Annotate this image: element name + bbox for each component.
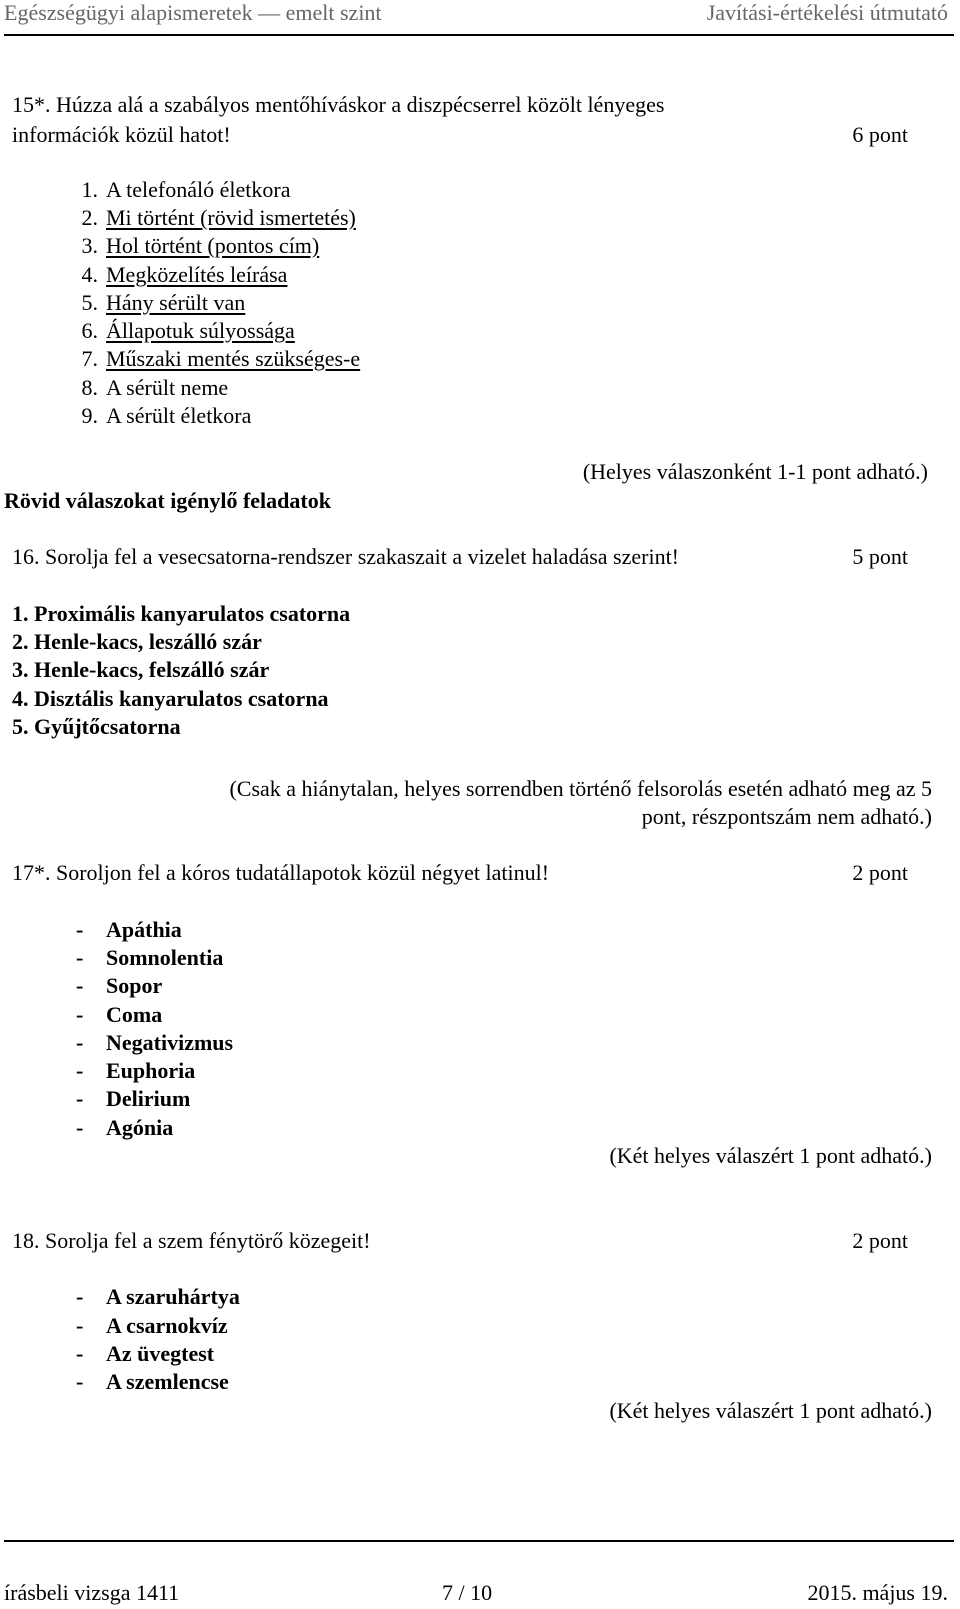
q17-question: 17*. Soroljon fel a kóros tudatállapotok közül négyet latinul! (12, 860, 550, 885)
q15-question-line1: 15*. Húzza alá a szabályos mentőhíváskor a diszpécserrel közölt lényeges (12, 92, 665, 117)
q17-points: 2 pont (852, 860, 908, 885)
list-item: - Somnolentia (76, 945, 224, 970)
section-title: Rövid válaszokat igénylő feladatok (4, 488, 331, 513)
list-item: 4. Disztális kanyarulatos csatorna (12, 686, 329, 711)
list-item: - Negativizmus (76, 1030, 234, 1055)
list-item: 5. Hány sérült van (81, 290, 246, 315)
q18-question: 18. Sorolja fel a szem fénytörő közegeit! (12, 1228, 371, 1253)
q16-points: 5 pont (852, 544, 908, 569)
q15-question-line2: információk közül hatot! (12, 122, 231, 147)
list-item: 1. A telefonáló életkora (81, 177, 291, 202)
q17-scoring-note: (Két helyes válaszért 1 pont adható.) (609, 1143, 932, 1168)
list-item: 1. Proximális kanyarulatos csatorna (12, 601, 351, 626)
list-item: - A csarnokvíz (76, 1313, 228, 1338)
list-item: - Apáthia (76, 917, 182, 942)
list-item: 9. A sérült életkora (81, 403, 252, 428)
footer-rule (4, 1540, 954, 1542)
list-item: 3. Hol történt (pontos cím) (81, 233, 320, 258)
q16-question: 16. Sorolja fel a vesecsatorna-rendszer szakaszait a vizelet haladása szerint! (12, 544, 680, 569)
list-item: - A szaruhártya (76, 1284, 240, 1309)
list-item: - Agónia (76, 1115, 174, 1140)
list-item: - Sopor (76, 973, 163, 998)
list-item: 3. Henle-kacs, felszálló szár (12, 657, 270, 682)
list-item: - Az üvegtest (76, 1341, 215, 1366)
list-item: - Delirium (76, 1086, 191, 1111)
list-item: - Euphoria (76, 1058, 196, 1083)
footer-page-number: 7 / 10 (442, 1580, 493, 1605)
q18-points: 2 pont (852, 1228, 908, 1253)
list-item: 7. Műszaki mentés szükséges-e (81, 346, 361, 371)
header-right: Javítási-értékelési útmutató (706, 0, 948, 25)
list-item: 2. Henle-kacs, leszálló szár (12, 629, 262, 654)
list-item: 6. Állapotuk súlyossága (81, 318, 295, 343)
footer-left: írásbeli vizsga 1411 (4, 1580, 180, 1605)
q16-scoring-note-line1: (Csak a hiánytalan, helyes sorrendben történő felsorolás esetén adható meg az 5 (229, 776, 932, 801)
header-left: Egészségügyi alapismeretek — emelt szint (4, 0, 382, 25)
list-item: 4. Megközelítés leírása (81, 262, 288, 287)
q15-points: 6 pont (852, 122, 908, 147)
q16-scoring-note-line2: pont, részpontszám nem adható.) (641, 804, 932, 829)
q15-scoring-note: (Helyes válaszonként 1-1 pont adható.) (582, 459, 928, 484)
footer-date: 2015. május 19. (807, 1580, 948, 1605)
header-rule (4, 34, 954, 36)
list-item: 8. A sérült neme (81, 375, 229, 400)
list-item: 5. Gyűjtőcsatorna (12, 714, 181, 739)
list-item: - A szemlencse (76, 1369, 229, 1394)
list-item: 2. Mi történt (rövid ismertetés) (81, 205, 356, 230)
list-item: - Coma (76, 1002, 163, 1027)
q18-scoring-note: (Két helyes válaszért 1 pont adható.) (609, 1398, 932, 1423)
